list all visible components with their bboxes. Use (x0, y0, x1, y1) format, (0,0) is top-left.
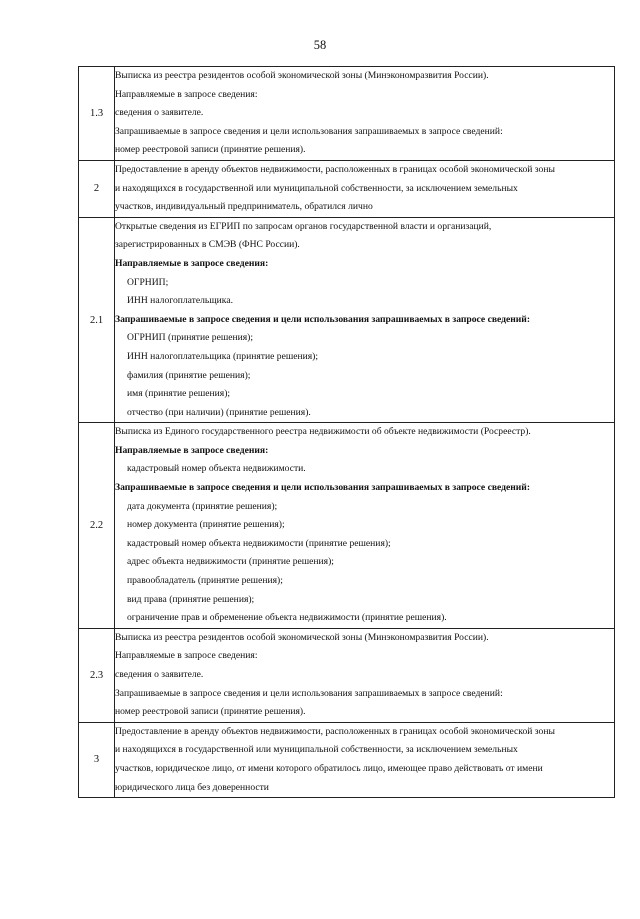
row-number: 2.3 (79, 628, 115, 722)
content-line: и находящихся в государственной или муниципальной собственности, за исключением земельных (115, 182, 518, 194)
table-row (79, 217, 615, 423)
document-table (78, 66, 615, 798)
content-line: ИНН налогоплательщика. (127, 295, 233, 307)
content-line: ОГРНИП; (127, 276, 169, 288)
content-line: ИНН налогоплательщика (принятие решения); (127, 350, 319, 362)
content-line: номер документа (принятие решения); (127, 519, 285, 531)
table-row (79, 722, 615, 797)
table-row (79, 160, 615, 217)
content-line: дата документа (принятие решения); (127, 500, 278, 512)
content-line: кадастровый номер объекта недвижимости. (127, 463, 306, 475)
content-line: юридического лица без доверенности (115, 781, 269, 793)
content-line: Выписка из реестра резидентов особой экономической зоны (Минэкономразвития России). (115, 631, 489, 643)
content-line: зарегистрированных в СМЭВ (ФНС России). (115, 239, 300, 251)
row-content (115, 160, 615, 217)
table-body (79, 67, 615, 798)
row-number: 1.3 (79, 67, 115, 161)
row-content (115, 722, 615, 797)
section-heading: Запрашиваемые в запросе сведения и цели использования запрашиваемых в запросе сведений: (115, 482, 531, 494)
content-line: Предоставление в аренду объектов недвижимости, расположенных в границах особой экономической зоны (115, 163, 555, 175)
row-number: 3 (79, 722, 115, 797)
table-row (79, 423, 615, 629)
page-number: 58 (313, 38, 327, 52)
section-heading: Направляемые в запросе сведения: (115, 444, 269, 456)
content-line: Направляемые в запросе сведения: (115, 650, 258, 662)
content-line: Запрашиваемые в запросе сведения и цели использования запрашиваемых в запросе сведений: (115, 687, 503, 699)
section-heading: Направляемые в запросе сведения: (115, 257, 269, 269)
content-line: Открытые сведения из ЕГРИП по запросам органов государственной власти и организаций, (115, 220, 492, 232)
content-line: Направляемые в запросе сведения: (115, 88, 258, 100)
content-line: ОГРНИП (принятие решения); (127, 332, 254, 344)
content-line: участков, юридическое лицо, от имени которого обратилось лицо, имеющее право действовать от имени (115, 762, 543, 774)
content-line: участков, индивидуальный предприниматель, обратился лично (115, 201, 373, 213)
row-number: 2.2 (79, 423, 115, 629)
content-line: фамилия (принятие решения); (127, 369, 251, 381)
content-line: имя (принятие решения); (127, 388, 231, 400)
content-line: сведения о заявителе. (115, 107, 204, 119)
content-line: отчество (при наличии) (принятие решения). (127, 406, 311, 418)
content-line: Предоставление в аренду объектов недвижимости, расположенных в границах особой экономической зоны (115, 725, 555, 737)
row-number: 2 (79, 160, 115, 217)
table-row (79, 67, 615, 161)
content-line: Выписка из реестра резидентов особой экономической зоны (Минэкономразвития России). (115, 70, 489, 81)
content-line: адрес объекта недвижимости (принятие решения); (127, 556, 334, 568)
content-line: правообладатель (принятие решения); (127, 575, 283, 587)
content-line: номер реестровой записи (принятие решения). (115, 144, 306, 156)
row-content (115, 217, 615, 423)
row-content (115, 67, 615, 161)
row-content (115, 423, 615, 629)
content-line: Выписка из Единого государственного реестра недвижимости об объекте недвижимости (Росреестр). (115, 426, 531, 438)
content-line: Запрашиваемые в запросе сведения и цели использования запрашиваемых в запросе сведений: (115, 125, 503, 137)
row-number: 2.1 (79, 217, 115, 423)
section-heading: Запрашиваемые в запросе сведения и цели использования запрашиваемых в запросе сведений: (115, 313, 531, 325)
content-line: кадастровый номер объекта недвижимости (принятие решения); (127, 537, 391, 549)
row-content (115, 628, 615, 722)
table-row (79, 628, 615, 722)
content-line: и находящихся в государственной или муниципальной собственности, за исключением земельных (115, 744, 518, 756)
content-line: вид права (принятие решения); (127, 593, 255, 605)
content-line: номер реестровой записи (принятие решения). (115, 706, 306, 718)
content-line: сведения о заявителе. (115, 669, 204, 680)
content-line: ограничение прав и обременение объекта недвижимости (принятие решения). (127, 612, 447, 624)
